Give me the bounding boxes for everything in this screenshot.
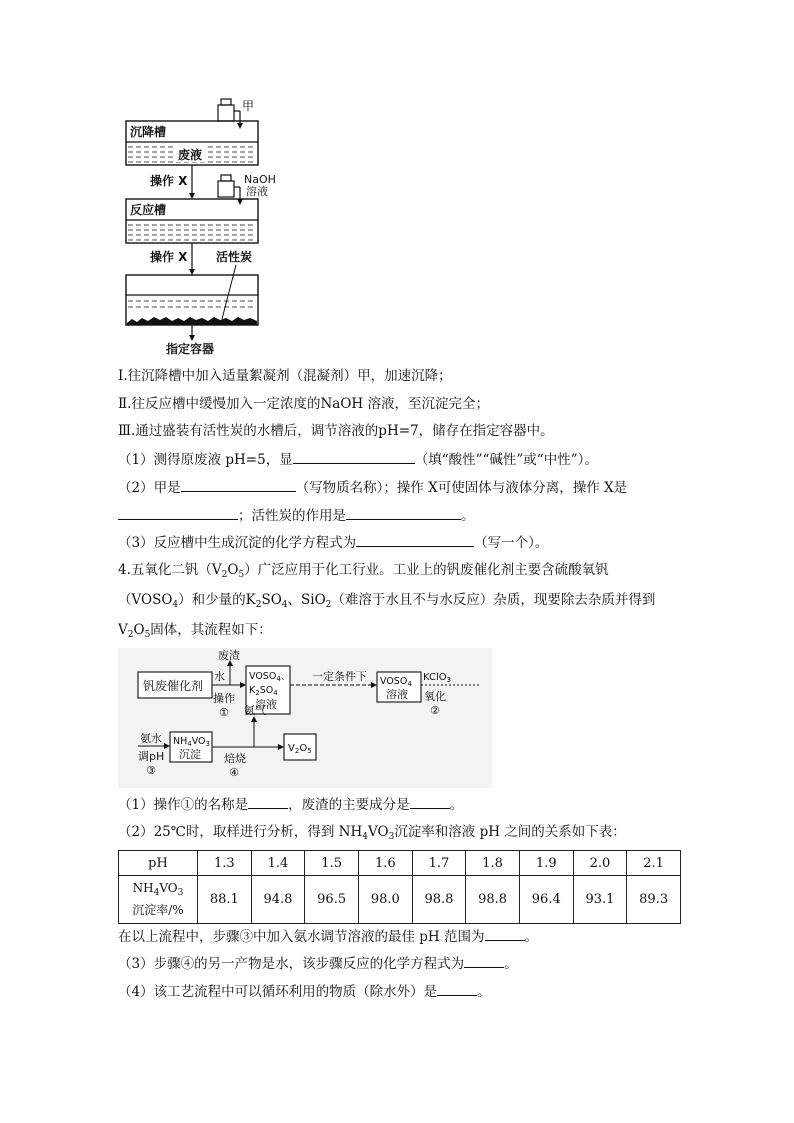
table-cell: 96.4 (519, 876, 573, 924)
step-3: Ⅲ.通过盛装有活性炭的水槽后，调节溶液的pH=7，储存在指定容器中。 (118, 423, 554, 439)
flow-adjust-ph: 调pH (138, 750, 165, 763)
answer-blank[interactable] (248, 794, 288, 809)
table-cell: 1.3 (198, 851, 252, 876)
table-header-ph: pH (119, 851, 198, 876)
flow-condition: 一定条件下 (312, 670, 367, 683)
answer-blank[interactable] (485, 926, 525, 941)
table-cell: 1.6 (358, 851, 412, 876)
answer-blank[interactable] (356, 532, 474, 547)
table-cell: 1.9 (519, 851, 573, 876)
answer-blank[interactable] (437, 981, 477, 996)
flow-ammonia-water: 氨水 (140, 732, 162, 745)
table-cell: 1.4 (251, 851, 305, 876)
activated-carbon-label: 活性炭 (216, 250, 253, 264)
flow-circ1: ① (219, 706, 229, 719)
step-1: Ⅰ.往沉降槽中加入适量絮凝剂（混凝剂）甲，加速沉降； (118, 368, 452, 384)
flow-circ2: ② (430, 704, 440, 717)
table-cell: 1.8 (466, 851, 520, 876)
flow-catalyst: 钒废催化剂 (143, 679, 204, 693)
q4-part2: （2）25℃时，取样进行分析，得到 $NH_4VO_3$沉淀率和溶液 pH 之间的关系如下表： (118, 824, 626, 842)
table-cell: 2.0 (573, 851, 627, 876)
naoh-dropper-icon (218, 175, 243, 205)
dropper-icon (218, 99, 243, 129)
q4-intro-line1: 4.五氧化二钒$(V_2O_5)$广泛应用于化工行业。工业上的钒废催化剂主要含硫酸氧钒 (118, 562, 609, 580)
flow-ammonia-gas: 氨气 (244, 704, 266, 717)
apparatus-diagram (118, 95, 288, 360)
flow-circ4: ④ (229, 766, 239, 779)
q4-part1: （1）操作①的名称是 ，废渣的主要成分是 。 (118, 794, 463, 815)
answer-blank[interactable] (293, 449, 415, 464)
flow-v2o5: $V_2O_5$ (288, 743, 312, 755)
step-2: Ⅱ.往反应槽中缓慢加入一定浓度的NaOH 溶液，至沉淀完全； (118, 396, 489, 412)
flow-box4-line1: $NH_4VO_3$ (173, 736, 210, 748)
table-cell: 98.8 (412, 876, 466, 924)
answer-blank[interactable] (410, 794, 450, 809)
precipitation-rate-table (118, 850, 681, 924)
op-x-label-2: 操作 X (150, 250, 188, 264)
reaction-tank-label: 反应槽 (130, 203, 167, 217)
table-cell: 2.1 (627, 851, 681, 876)
naoh-label: NaOH (244, 173, 276, 186)
flow-op1: 操作 (213, 692, 235, 705)
flow-box2-line2: $K_2SO_4$ (249, 685, 278, 697)
q3-part2: （2）甲是 （写物质名称）；操作 X可使固体与液体分离，操作 X是 (118, 477, 627, 498)
flow-box4-line2: 沉淀 (179, 748, 201, 761)
settling-tank-label: 沉降槽 (130, 125, 167, 139)
table-header-rate: $NH_4VO_3$ 沉淀率/% (119, 876, 198, 924)
table-cell: 1.5 (305, 851, 359, 876)
table-cell: 93.1 (573, 876, 627, 924)
q3-part3: （3）反应槽中生成沉淀的化学方程式为 （写一个）。 (118, 532, 548, 553)
process-flow-diagram (118, 648, 492, 788)
q4-part4: （4）该工艺流程中可以循环利用的物质（除水外）是 。 (118, 981, 491, 1002)
flow-roast: 焙烧 (224, 752, 246, 765)
flow-box2-line3: 溶液 (255, 698, 277, 711)
table-cell: 96.5 (305, 876, 359, 924)
q3-part2-cont: ；活性炭的作用是 。 (118, 505, 475, 526)
flow-box2-line1: $VOSO_4$、 (249, 671, 291, 683)
op-x-label-1: 操作 X (150, 174, 188, 188)
answer-blank[interactable] (346, 505, 461, 520)
table-cell: 89.3 (627, 876, 681, 924)
flow-residue: 废渣 (218, 649, 240, 662)
table-cell: 98.0 (358, 876, 412, 924)
table-row (119, 851, 681, 876)
q4-after-table: 在以上流程中，步骤③中加入氨水调节溶液的最佳 pH 范围为 。 (118, 926, 538, 947)
flow-water: 水 (214, 670, 225, 683)
q4-intro-line2: $(VOSO_4)$和少量的$K_2SO_4$、SiO$_2$（难溶于水且不与水反应）杂质，现要除去杂质并得到 (118, 592, 656, 610)
table-row (119, 876, 681, 924)
table-cell: 1.7 (412, 851, 466, 876)
q3-part1: （1）测得原废液 pH=5，显 （填“酸性”“碱性”或“中性”）。 (118, 449, 598, 470)
flow-box3-line1: $VOSO_4$ (380, 676, 412, 688)
answer-blank[interactable] (118, 505, 238, 520)
table-cell: 94.8 (251, 876, 305, 924)
flow-circ3: ③ (146, 764, 156, 777)
answer-blank[interactable] (181, 477, 296, 492)
label-jia: 甲 (242, 99, 255, 113)
container-label: 指定容器 (166, 342, 215, 356)
waste-liquid-label: 废液 (178, 148, 203, 162)
flow-kclo3: KClO$_3$ (423, 672, 452, 684)
answer-blank[interactable] (464, 953, 504, 968)
flow-oxidize: 氧化 (424, 690, 446, 703)
table-cell: 88.1 (198, 876, 252, 924)
q4-part3: （3）步骤④的另一产物是水，该步骤反应的化学方程式为 。 (118, 953, 518, 974)
naoh-solution-label: 溶液 (246, 185, 268, 198)
flow-box3-line2: 溶液 (386, 688, 408, 701)
table-cell: 98.8 (466, 876, 520, 924)
q4-intro-line3: $V_2O_5$固体，其流程如下： (118, 622, 272, 640)
